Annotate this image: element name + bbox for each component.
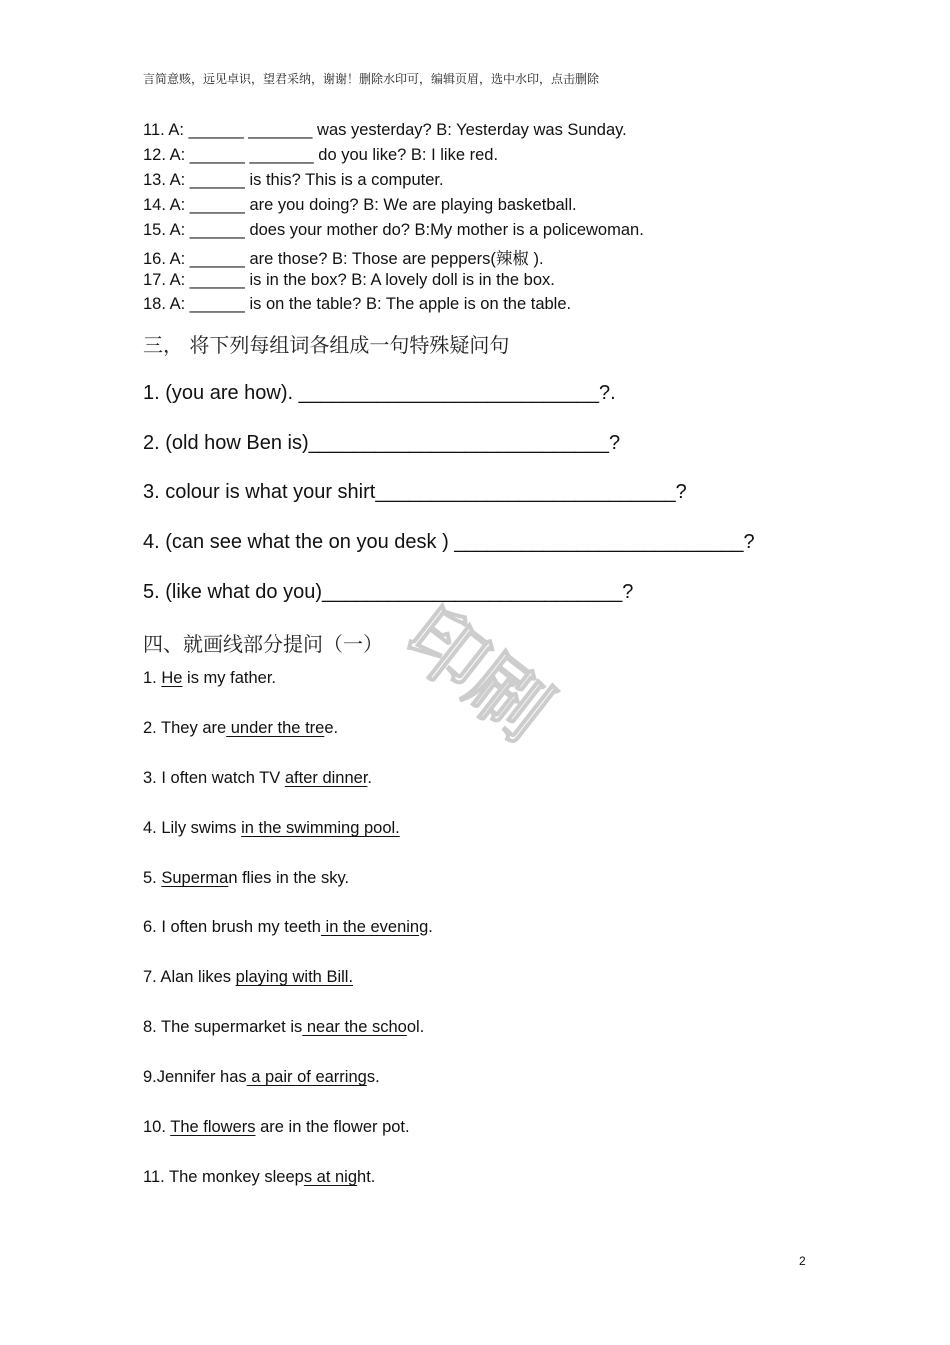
underline-item-11: 11. The monkey sleeps at night.: [143, 1168, 376, 1186]
question-13: 13. A: ______ is this? This is a computer.: [143, 171, 444, 189]
underline-item-6: 6. I often brush my teeth in the evening.: [143, 918, 433, 936]
underline-item-4: 4. Lily swims in the swimming pool.: [143, 819, 400, 837]
underline-item-10: 10. The flowers are in the flower pot.: [143, 1118, 410, 1136]
question-12: 12. A: ______ _______ do you like? B: I like red.: [143, 146, 499, 164]
section-3-title: 三， 将下列每组词各组成一句特殊疑问句: [143, 333, 510, 357]
underline-item-7: 7. Alan likes playing with Bill.: [143, 968, 354, 986]
underline-item-1: 1. He is my father.: [143, 669, 276, 687]
underline-item-2: 2. They are under the tree.: [143, 719, 339, 737]
question-14: 14. A: ______ are you doing? B: We are playing basketball.: [143, 196, 577, 214]
reorder-item-1: 1. (you are how). ___________________________?.: [143, 382, 616, 404]
question-11: 11. A: ______ _______ was yesterday? B: Yesterday was Sunday.: [143, 121, 627, 139]
reorder-item-3: 3. colour is what your shirt___________________________?: [143, 481, 687, 503]
question-16: 16. A: ______ are those? B: Those are peppers(辣椒 ).: [143, 250, 544, 268]
question-17: 17. A: ______ is in the box? B: A lovely doll is in the box.: [143, 271, 555, 289]
underline-item-5: 5. Superman flies in the sky.: [143, 869, 350, 887]
reorder-item-4: 4. (can see what the on you desk ) __________________________?: [143, 531, 755, 553]
watermark-text: 印刷: [387, 591, 567, 759]
section-4-title: 四、就画线部分提问（一）: [143, 632, 383, 656]
reorder-item-2: 2. (old how Ben is)___________________________?: [143, 432, 621, 454]
underline-item-8: 8. The supermarket is near the school.: [143, 1018, 425, 1036]
underline-item-3: 3. I often watch TV after dinner.: [143, 769, 373, 787]
reorder-item-5: 5. (like what do you)___________________________?: [143, 581, 634, 603]
question-18: 18. A: ______ is on the table? B: The apple is on the table.: [143, 295, 572, 313]
page-header: 言简意赅，远见卓识，望君采纳，谢谢！删除水印可，编辑页眉，选中水印，点击删除: [143, 72, 600, 86]
page-number: 2: [799, 1254, 806, 1268]
watermark-stamp: [387, 591, 567, 759]
underline-item-9: 9.Jennifer has a pair of earrings.: [143, 1068, 380, 1086]
question-15: 15. A: ______ does your mother do? B:My mother is a policewoman.: [143, 221, 644, 239]
